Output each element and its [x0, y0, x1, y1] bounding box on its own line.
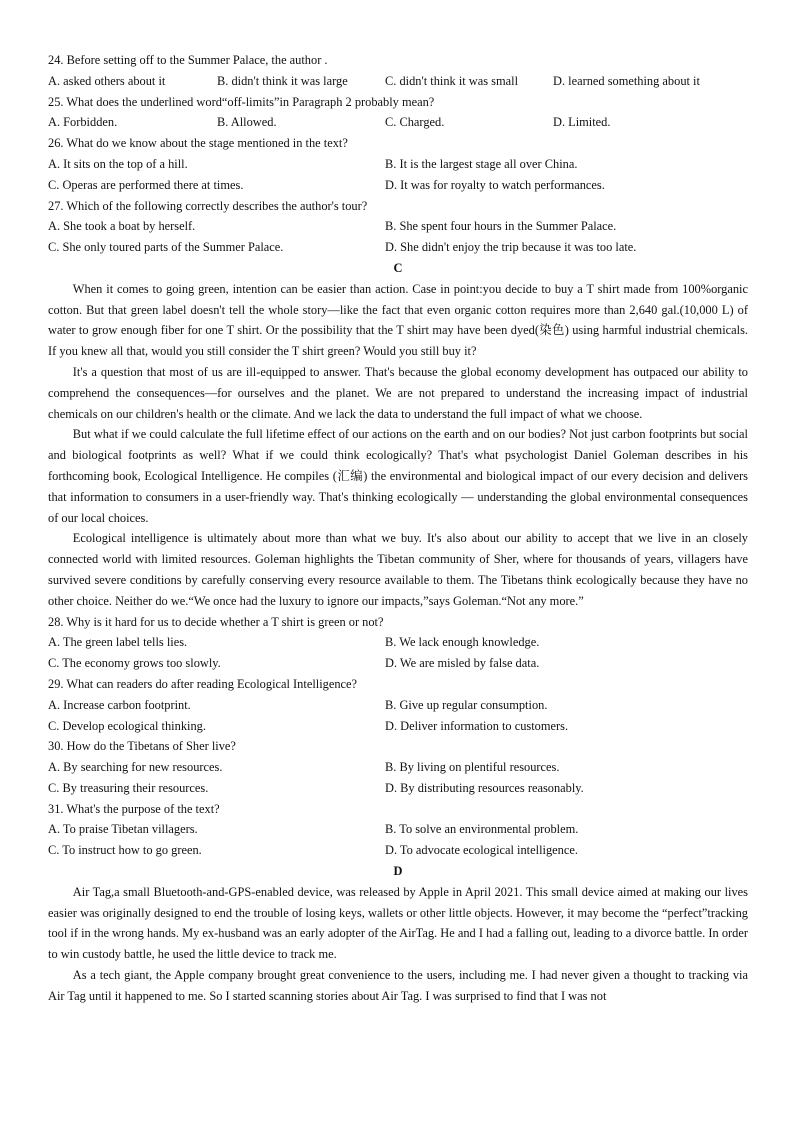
passage-c-paragraph-4: Ecological intelligence is ultimately about more than what we buy. It's also about our ability to accept that we live in an closely connected world with limited resources. Goleman highlights the Tibetan community of Sher, where for thousands of years, villagers have survived severe conditions by carefully conserving every resource available to them. The Tibetans think ecologically because they have no other choice. Neither do we.“We once had the luxury to ignore our impacts,”says Goleman.“Not any more.”: [48, 531, 748, 608]
exam-page: [48, 50, 748, 1007]
option-b: B. She spent four hours in the Summer Palace.: [385, 219, 617, 234]
question-31-stem: 31. What's the purpose of the text?: [48, 801, 220, 816]
option-c: C. She only toured parts of the Summer Palace.: [48, 240, 284, 255]
option-d: D. It was for royalty to watch performances.: [385, 177, 605, 192]
passage-c-paragraph-1: When it comes to going green, intention can be easier than action. Case in point:you decide to buy a T shirt made from 100%organic cotton. But that green label doesn't tell the whole story—like the fact that even organic cotton requires more than 2,640 gal.(10,000 L) of water to grow enough fiber for one T shirt. Or the possibility that the T shirt may have been dyed(染色) using harmful industrial chemicals. If you knew all that, would you still consider the T shirt green? Would you still buy it?: [48, 281, 748, 359]
passage-c-paragraph-2: It's a question that most of us are ill-equipped to answer. That's because the global economy development has outpaced our ability to comprehend the consequences—for ourselves and the planet. We are not prepared to understand the increasing impact of industrial chemicals on our children's health or the climate. And we lack the data to understand the full impact of what we choose.: [48, 364, 748, 421]
question-28-stem: 28. Why is it hard for us to decide whether a T shirt is green or not?: [48, 614, 384, 629]
option-a: A. It sits on the top of a hill.: [48, 156, 188, 171]
option-b: B. Allowed.: [217, 115, 277, 130]
question-29-stem: 29. What can readers do after reading Ecological Intelligence?: [48, 676, 358, 691]
option-a: A. To praise Tibetan villagers.: [48, 822, 198, 837]
option-c: C. By treasuring their resources.: [48, 780, 209, 795]
question-27-options-ab: [48, 216, 748, 237]
question-29-options-cd: [48, 716, 748, 737]
option-b: B. It is the largest stage all over China.: [385, 156, 578, 171]
option-d: D. By distributing resources reasonably.: [385, 780, 584, 795]
question-26-stem: 26. What do we know about the stage mentioned in the text?: [48, 136, 348, 151]
option-a: A. She took a boat by herself.: [48, 219, 196, 234]
option-c: C. Develop ecological thinking.: [48, 718, 206, 733]
question-25-stem: 25. What does the underlined word“off-limits”in Paragraph 2 probably mean?: [48, 94, 435, 109]
option-c: C. To instruct how to go green.: [48, 843, 202, 858]
question-24-stem: 24. Before setting off to the Summer Palace, the author .: [48, 53, 328, 67]
question-31-options-cd: [48, 840, 748, 861]
option-a: A. The green label tells lies.: [48, 635, 188, 650]
question-29-options-ab: [48, 695, 748, 716]
question-26-options-ab: [48, 154, 748, 175]
passage-c-paragraph-3: But what if we could calculate the full lifetime effect of our actions on the earth and on our bodies? Not just carbon footprints but social and biological footprints as well? What if we could think ecologically? That's what psychologist Daniel Goleman describes in his forthcoming book, Ecological Intelligence. He compiles (汇编) the environmental and biological impact of our every decision and delivers that information to consumers in a user-friendly way. That's thinking ecologically — understanding the global environmental consequences of our local choices.: [48, 427, 748, 525]
option-a: A. Forbidden.: [48, 115, 118, 130]
question-26-options-cd: [48, 175, 748, 196]
option-a: A. Increase carbon footprint.: [48, 697, 191, 712]
option-b: B. We lack enough knowledge.: [385, 635, 540, 650]
passage-d-paragraph-1: Air Tag,a small Bluetooth-and-GPS-enabled device, was released by Apple in April 2021. This small device aimed at making our lives easier was originally designed to end the trouble of losing keys, wallets or other little objects. However, it may become the “perfect”tracking tool if in the wrong hands. My ex-husband was an early adopter of the AirTag. He and I had a falling out, leading to a divorce battle. In order to win custody battle, he used the little device to track me.: [48, 884, 748, 962]
question-28-options-ab: [48, 632, 748, 653]
option-c: C. didn't think it was small: [385, 73, 519, 88]
question-27-stem: 27. Which of the following correctly describes the author's tour?: [48, 198, 368, 213]
option-d: D. Deliver information to customers.: [385, 718, 569, 733]
option-d: D. We are misled by false data.: [385, 656, 540, 671]
question-31-options-ab: [48, 819, 748, 840]
section-d-heading: D: [393, 864, 403, 879]
option-a: A. asked others about it: [48, 73, 166, 88]
option-b: B. To solve an environmental problem.: [385, 822, 579, 837]
option-d: D. Limited.: [553, 115, 611, 130]
question-24-options: [48, 71, 748, 92]
option-d: D. She didn't enjoy the trip because it was too late.: [385, 240, 637, 255]
option-a: A. By searching for new resources.: [48, 760, 223, 775]
section-c-heading: C: [393, 260, 403, 275]
question-30-options-cd: [48, 778, 748, 799]
option-d: D. learned something about it: [553, 73, 700, 88]
option-d: D. To advocate ecological intelligence.: [385, 843, 578, 858]
question-28-options-cd: [48, 653, 748, 674]
option-c: C. The economy grows too slowly.: [48, 656, 221, 671]
option-b: B. didn't think it was large: [217, 73, 348, 88]
option-c: C. Operas are performed there at times.: [48, 177, 244, 192]
option-b: B. By living on plentiful resources.: [385, 760, 560, 775]
question-30-stem: 30. How do the Tibetans of Sher live?: [48, 739, 236, 754]
question-30-options-ab: [48, 757, 748, 778]
question-27-options-cd: [48, 237, 748, 258]
passage-d-paragraph-2: As a tech giant, the Apple company brought great convenience to the users, including me. I had never given a thought to tracking via Air Tag until it happened to me. So I started scanning stories about Air Tag. I was surprised to find that I was not: [48, 968, 748, 1003]
question-25-options: [48, 112, 748, 133]
option-c: C. Charged.: [385, 115, 445, 130]
option-b: B. Give up regular consumption.: [385, 697, 548, 712]
